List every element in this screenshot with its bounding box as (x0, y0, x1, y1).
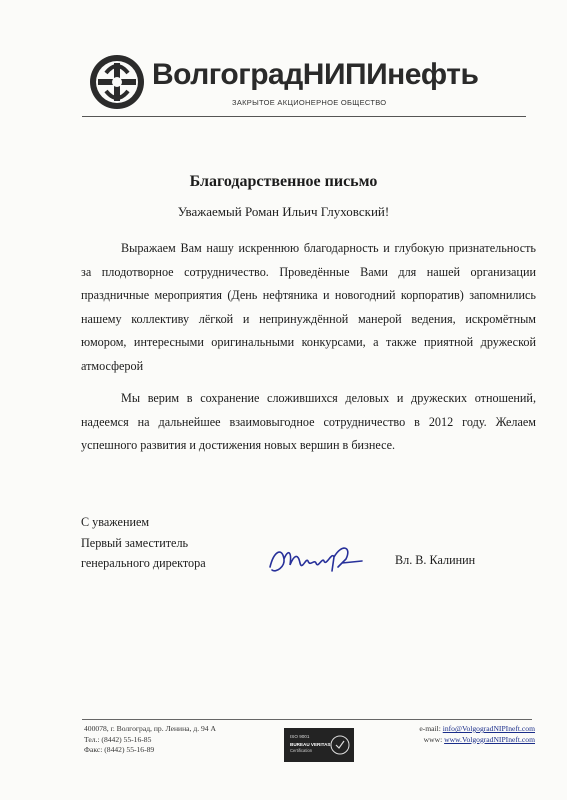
company-logo-icon (88, 53, 146, 111)
certification-seal-icon (330, 733, 350, 757)
letter-title: Благодарственное письмо (189, 173, 378, 190)
footer-contacts (84, 724, 216, 756)
footer-divider (82, 719, 532, 720)
signer-position-line2: генерального директора (81, 556, 206, 570)
letter-greeting: Уважаемый Роман Ильич Глуховский! (177, 204, 390, 219)
website-label: www: (423, 734, 445, 744)
closing-block (81, 512, 206, 574)
company-type: ЗАКРЫТОЕ АКЦИОНЕРНОЕ ОБЩЕСТВО (232, 98, 387, 107)
cert-name: BUREAU VERITAS (290, 742, 331, 747)
signer-position-line1: Первый заместитель (81, 535, 189, 550)
certification-badge (284, 728, 354, 762)
signer-name: Вл. В. Калинин (395, 553, 476, 567)
footer-address: 400078, г. Волгоград, пр. Ленина, д. 94 А (84, 724, 216, 733)
cert-iso: ISO 9001 (290, 734, 310, 739)
email-label: e-mail: (419, 724, 443, 733)
letter-paragraph-2 (81, 387, 536, 458)
header-divider (82, 116, 526, 117)
footer-phone: Тел.: (8442) 55-16-85 (84, 734, 152, 744)
footer-fax: Факс: (8442) 55-16-89 (84, 745, 155, 755)
paragraph-text: Мы верим в сохранение сложившихся деловых и дружеских отношений, надеемся на дальнейшее взаимовыгодное сотрудничество в 2012 году. Желаем успешного развития и достижения новых вершин в бизнесе. (81, 391, 536, 453)
closing-regards: С уважением (81, 515, 150, 529)
company-name: ВолгоградНИПИнефть (152, 58, 479, 91)
cert-sub: Certification (290, 748, 313, 753)
email-link[interactable]: info@VolgogradNIPIneft.com (442, 724, 535, 733)
paragraph-text: Выражаем Вам нашу искреннюю благодарность и глубокую признательность за плодотворное сотрудничество. Проведённые Вами для нашей организации праздничные мероприятия (День нефтяника и новогодний корпоратив) запомнились нашему коллективу лёгкой и непринуждённой манерой ведения, искромётным юмором, интересными оригинальными конкурсами, а также приятной дружеской атмосферой (81, 241, 536, 373)
handwritten-signature (262, 537, 374, 583)
letter-paragraph-1 (81, 237, 536, 379)
website-link[interactable]: www.VolgogradNIPIneft.com (444, 734, 535, 744)
footer-online (419, 724, 535, 745)
